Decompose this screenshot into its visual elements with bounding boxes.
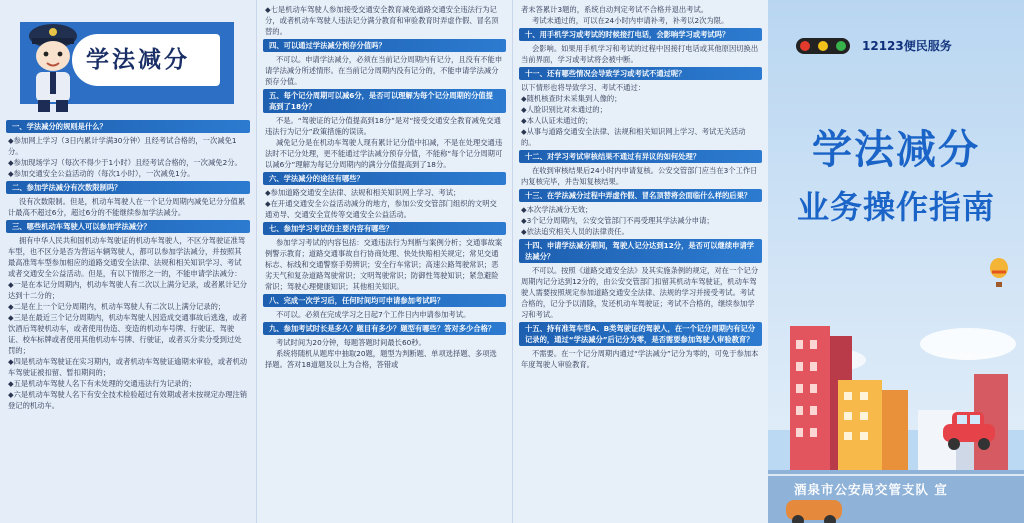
paragraph: 不是。“驾驶证的记分值提高到18分”是对“接受交通安全教育减免交通违法行为记分”政策措施的误读。 — [265, 116, 501, 136]
section-heading: 四、可以通过学法减分预存分值吗？ — [263, 39, 506, 52]
paragraph: 在收到审核结果后24小时内申请复核。公安交管部门应当在3个工作日内复核完毕，并告知复核结果。 — [521, 166, 758, 186]
section-heading: 八、完成一次学习后，任何时间均可申请参加考试吗？ — [263, 294, 506, 307]
paragraph: 不可以。按照《道路交通安全法》及其实施条例的规定，对在一个记分周期内记分达到12分的，由公安交管部门扣留其机动车驾驶证，机动车驾驶人需要按照规定参加道路交通安全法律、法规的学习并接受考试。考试合格的，记分予以清除，发还机动车驾驶证；考试不合格的，继续参加学习和考试。 — [521, 266, 759, 319]
paragraph: ◆本人认证未通过的； — [521, 116, 593, 125]
paragraph: 会影响。如果用手机学习和考试的过程中因接打电话或其他原因切换出当前界面，学习或考试将会被中断。 — [521, 44, 759, 64]
paragraph: 考试时间为20分钟，每题答题时间最长60秒。 — [275, 338, 426, 347]
cover-subtitle: 业务操作指南 — [796, 188, 995, 226]
paragraph: 者未答累计3题的，系统自动判定考试不合格并退出考试。 — [521, 5, 709, 14]
column-3 — [512, 0, 768, 523]
col1-text — [8, 120, 248, 411]
section-heading: 十四、申请学法减分期间，驾驶人记分达到12分，是否可以继续申请学法减分？ — [519, 239, 762, 263]
section-heading: 十、用手机学习或考试的时候接打电话，会影响学习或考试吗？ — [519, 28, 762, 41]
column-1 — [0, 0, 256, 523]
section-heading: 九、参加考试时长是多久？题目有多少？题型有哪些？答对多少合格？ — [263, 322, 506, 335]
police-mascot-icon — [22, 14, 84, 114]
paragraph: ◆本次学法减分无效； — [521, 205, 593, 214]
paragraph: ◆随机核查时未采集到人像的； — [521, 94, 622, 103]
paragraph: 不可以。必须在完成学习之日起7个工作日内申请参加考试。 — [275, 310, 471, 319]
paragraph: ◆一是在本记分周期内，机动车驾驶人有二次以上满分记录，或者累计记分达到十二分的； — [8, 280, 248, 300]
paragraph: 参加学习考试的内容包括：交通违法行为判断与案例分析；交通事故案例警示教育；道路交通事故自行协商处理、快处快赔相关规定；常见交通标志、标线和交通警察手势辨识；安全行车常识；高速公路驾驶常识；恶劣天气和复杂道路驾驶常识；文明驾驶常识；防御性驾驶知识；紧急避险常识；驾驶心理健康知识；其他相关知识。 — [265, 238, 503, 291]
traffic-light-icon — [796, 38, 850, 54]
section-heading: 三、哪些机动车驾驶人可以参加学法减分？ — [6, 220, 250, 233]
paragraph: ◆二是在上一个记分周期内，机动车驾驶人有二次以上满分记录的； — [8, 302, 226, 311]
paragraph: ◆在开通交通安全公益活动减分的地方，参加公安交管部门组织的文明交通劝导、交通安全宣传等交通安全公益活动。 — [265, 199, 497, 219]
service-label: 12123便民服务 — [862, 39, 952, 53]
cover-panel — [768, 0, 1024, 523]
hot-air-balloon-icon — [988, 258, 1010, 290]
paragraph: 考试未通过的，可以在24小时内申请补考，补考以2次为限。 — [531, 16, 729, 25]
paragraph: ◆从事与道路交通安全法律、法规和相关知识网上学习、考试无关活动的。 — [521, 127, 746, 147]
column-2 — [256, 0, 512, 523]
cover-title: 学法减分 — [812, 127, 980, 173]
paragraph: ◆参加交通安全公益活动的（每次1小时），一次减免1分。 — [8, 169, 195, 178]
section-heading: 七、参加学习考试的主要内容有哪些？ — [263, 222, 506, 235]
banner-title: 学法减分 — [86, 47, 190, 73]
paragraph: 没有次数限制。但是，机动车驾驶人在一个记分周期内减免记分分值累计最高不超过6分，超过6分的不能继续参加学法减分。 — [8, 197, 246, 217]
paragraph: 不需要。在一个记分周期内通过“学法减分”记分为零的，可免于参加本年度驾驶人审验教育。 — [521, 349, 759, 369]
col3-text — [521, 0, 760, 370]
paragraph: ◆七是机动车驾驶人参加接受交通安全教育减免道路交通安全违法行为记分，或者机动车驾驶人违法记分满分教育和审验教育时弄虚作假、冒名顶替的。 — [265, 5, 499, 36]
paragraph: ◆五是机动车驾驶人名下有未处理的交通违法行为记录的； — [8, 379, 197, 388]
banner — [0, 0, 256, 118]
paragraph: 不可以。申请学法减分，必须在当前记分周期内有记分，且没有不能申请学法减分所述情形。在当前记分周期内没有记分的，不能申请学法减分预存分值。 — [265, 55, 503, 86]
paragraph: ◆参加道路交通安全法律、法规和相关知识网上学习、考试； — [265, 188, 461, 197]
paragraph: ◆参加现场学习（每次不得少于1小时）且经考试合格的，一次减免2分。 — [8, 158, 242, 167]
section-heading: 六、学法减分的途径有哪些？ — [263, 172, 506, 185]
section-heading: 十五、持有准驾车型A、B类驾驶证的驾驶人，在一个记分周期内有记分记录的，通过“学法减分”后记分为零，是否需要参加驾驶人审验教育？ — [519, 322, 762, 346]
paragraph: ◆三是在最近三个记分周期内，机动车驾驶人因造成交通事故后逃逸，或者饮酒后驾驶机动车，或者使用伪造、变造的机动车号牌、行驶证、驾驶证、校车标牌或者使用其他机动车号牌、行驶证，或者买分卖分受到过处罚的； — [8, 313, 248, 355]
paragraph: 减免记分是在机动车驾驶人现有累计记分值中扣减，不是在处理交通违法时不记分处理，更不能通过学法减分预存分值，不能称“每个记分周期可以减6分”理解为每记分周期内的满分分值提高到了18分。 — [265, 138, 503, 169]
paragraph: ◆参加网上学习（3日内累计学满30分钟）且经考试合格的，一次减免1分。 — [8, 136, 237, 156]
section-heading: 十三、在学法减分过程中弄虚作假、冒名顶替将会面临什么样的后果？ — [519, 189, 762, 202]
paragraph: 系统将随机从题库中抽取20题，题型为判断题、单项选择题、多项选择题。答对18道题及以上为合格，答错或 — [265, 349, 497, 369]
section-heading: 二、参加学法减分有次数限制吗？ — [6, 181, 250, 194]
paragraph: 以下情形也将导致学习、考试不通过： — [521, 83, 646, 92]
section-heading: 十二、对学习考试审核结果不通过有异议的如何处理？ — [519, 150, 762, 163]
paragraph: ◆3个记分周期内，公安交管部门不再受理其学法减分申请； — [521, 216, 714, 225]
section-heading: 一、学法减分的规则是什么？ — [6, 120, 250, 133]
col2-text — [265, 0, 504, 370]
paragraph: ◆人脸识别比对未通过的； — [521, 105, 607, 114]
paragraph: ◆四是机动车驾驶证在实习期内，或者机动车驾驶证逾期未审验，或者机动车驾驶证被扣留、暂扣期间的； — [8, 357, 248, 377]
paragraph: 拥有中华人民共和国机动车驾驶证的机动车驾驶人，不区分驾驶证准驾车型，也不区分是否为营运车辆驾驶人，都可以参加学法减分，并按照其最高准驾车型参加相应的道路交通安全法律、法规和相关知识学习、考试或者交通安全公益活动。但是，有以下情形之一的，不能申请学法减分： — [8, 236, 246, 278]
section-heading: 五、每个记分周期可以减6分，是否可以理解为每个记分周期的分值提高到了18分？ — [263, 89, 506, 113]
paragraph: ◆依法追究相关人员的法律责任。 — [521, 227, 629, 236]
section-heading: 十一、还有哪些情况会导致学习或考试不通过呢？ — [519, 67, 762, 80]
paragraph: ◆六是机动车驾驶人名下有安全技术检验超过有效期或者未按规定办理注销登记的机动车。 — [8, 390, 248, 410]
issuer-label: 酒泉市公安局交管支队 宣 — [794, 482, 948, 497]
